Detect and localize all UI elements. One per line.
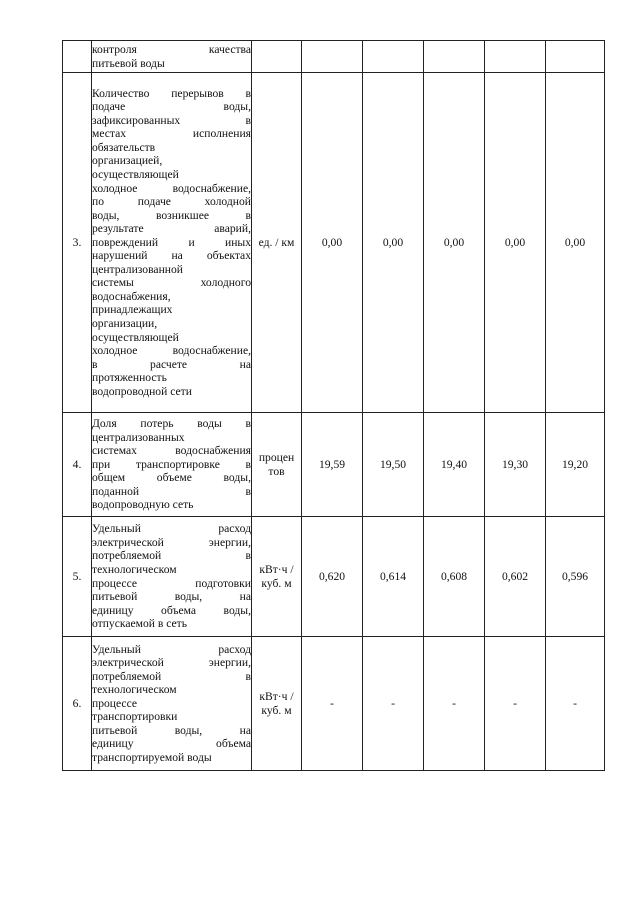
description-line: транспортируемой воды	[92, 750, 212, 764]
description-line: единицу объема воды,	[92, 603, 251, 617]
description-line: питьевой воды, на	[92, 723, 251, 737]
description-line: технологическом	[92, 562, 177, 576]
description-line: организацией,	[92, 154, 163, 168]
description-line: принадлежащих	[92, 303, 173, 317]
description-line: протяженность	[92, 371, 167, 385]
description-line: нарушений на объектах	[92, 249, 251, 263]
description-line: электрической энергии,	[92, 535, 251, 549]
description-line: потребляемой в	[92, 549, 251, 563]
row-number: 6.	[63, 637, 92, 771]
description-line: питьевой воды	[92, 56, 165, 70]
row-unit	[252, 41, 302, 73]
row-description	[92, 73, 252, 413]
row-value-5: 0,00	[546, 73, 605, 413]
description-line: контроля качества	[92, 42, 251, 56]
row-value-3: 0,00	[424, 73, 485, 413]
row-value-2	[363, 41, 424, 73]
description-line: в расчете на	[92, 357, 251, 371]
description-line: электрической энергии,	[92, 656, 251, 670]
row-value-1: 19,59	[302, 413, 363, 517]
row-value-1: 0,00	[302, 73, 363, 413]
row-value-1: -	[302, 637, 363, 771]
row-value-2: -	[363, 637, 424, 771]
description-line: водоснабжения,	[92, 289, 171, 303]
row-value-5: 0,596	[546, 517, 605, 637]
row-value-1	[302, 41, 363, 73]
row-value-5: 19,20	[546, 413, 605, 517]
row-value-4	[485, 41, 546, 73]
row-value-4: 0,602	[485, 517, 546, 637]
row-value-4: 0,00	[485, 73, 546, 413]
indicators-table	[62, 40, 605, 771]
row-value-4: -	[485, 637, 546, 771]
description-line: технологическом	[92, 683, 177, 697]
description-line: холодное водоснабжение,	[92, 181, 251, 195]
row-description	[92, 517, 252, 637]
description-line: системах водоснабжения	[92, 444, 251, 458]
description-line: организации,	[92, 317, 158, 330]
description-line: поданной в	[92, 484, 251, 498]
description-line: холодное водоснабжение,	[92, 344, 251, 358]
row-value-3: -	[424, 637, 485, 771]
table-row	[63, 413, 605, 517]
row-value-4: 19,30	[485, 413, 546, 517]
row-value-2: 19,50	[363, 413, 424, 517]
unit-line-1: процен	[258, 450, 295, 464]
table-row	[63, 41, 605, 73]
description-line: отпускаемой в сеть	[92, 617, 188, 631]
row-number: 4.	[63, 413, 92, 517]
table-row	[63, 517, 605, 637]
description-line: подаче воды,	[92, 100, 251, 114]
description-line: водопроводную сеть	[92, 498, 194, 512]
row-unit: кВт·ч / куб. м	[252, 517, 302, 637]
description-line: Количество перерывов в	[92, 86, 251, 100]
row-number	[63, 41, 92, 73]
description-line: при транспортировке в	[92, 457, 251, 471]
row-value-5: -	[546, 637, 605, 771]
description-line: централизованных	[92, 430, 185, 444]
row-unit	[252, 413, 302, 517]
description-line: системы холодного	[92, 276, 251, 290]
description-line: Удельный расход	[92, 642, 251, 656]
row-description	[92, 413, 252, 517]
row-description	[92, 637, 252, 771]
table-row	[63, 73, 605, 413]
description-line: местах исполнения	[92, 127, 251, 141]
description-line: воды, возникшее в	[92, 208, 251, 222]
description-line: осуществляющей	[92, 330, 179, 344]
description-line: обязательств	[92, 140, 156, 154]
row-value-2: 0,614	[363, 517, 424, 637]
row-value-3	[424, 41, 485, 73]
row-value-1: 0,620	[302, 517, 363, 637]
description-line: по подаче холодной	[92, 195, 251, 209]
table-body	[63, 41, 605, 771]
description-line: питьевой воды, на	[92, 590, 251, 604]
description-line: осуществляющей	[92, 167, 179, 181]
row-unit: кВт·ч / куб. м	[252, 637, 302, 771]
row-value-5	[546, 41, 605, 73]
row-value-3: 0,608	[424, 517, 485, 637]
description-line: процессе подготовки	[92, 576, 251, 590]
description-line: Доля потерь воды в	[92, 417, 251, 431]
description-line: транспортировки	[92, 710, 178, 724]
row-value-3: 19,40	[424, 413, 485, 517]
description-line: результате аварий,	[92, 222, 251, 236]
description-line: процессе	[92, 696, 138, 710]
row-number: 5.	[63, 517, 92, 637]
description-line: Удельный расход	[92, 522, 251, 536]
description-line: потребляемой в	[92, 669, 251, 683]
unit-line-2: тов	[268, 464, 285, 478]
description-line: зафиксированных в	[92, 113, 251, 127]
table-row	[63, 637, 605, 771]
description-line: централизованной	[92, 262, 183, 276]
row-unit: ед. / км	[252, 73, 302, 413]
description-line: повреждений и иных	[92, 235, 251, 249]
row-description	[92, 41, 252, 73]
description-line: водопроводной сети	[92, 384, 192, 398]
row-number: 3.	[63, 73, 92, 413]
row-value-2: 0,00	[363, 73, 424, 413]
description-line: единицу объема	[92, 737, 251, 751]
description-line: общем объеме воды,	[92, 471, 251, 485]
